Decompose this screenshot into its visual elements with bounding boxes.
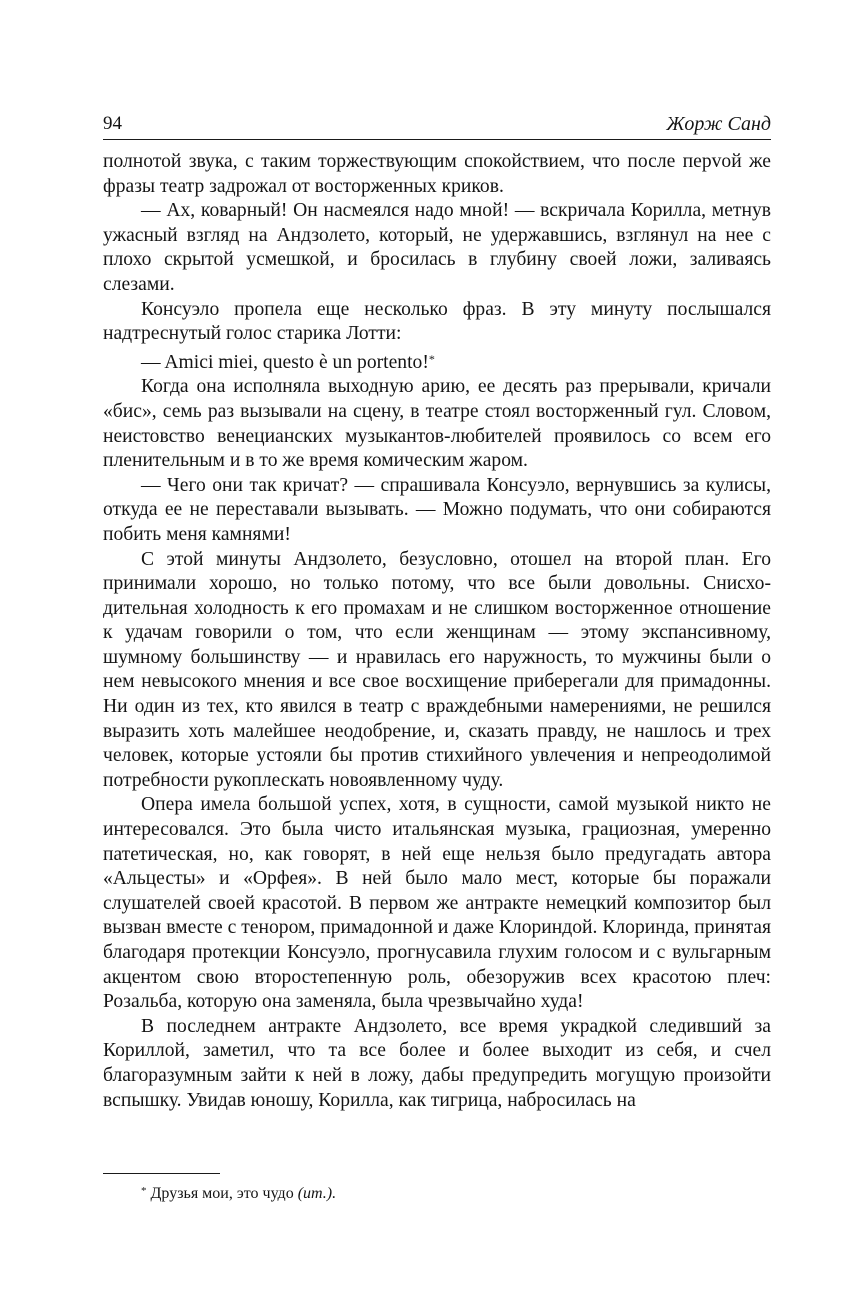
body-text — [103, 150, 771, 1113]
footnote-reference: * — [428, 351, 435, 366]
paragraph: полнотой звука, с таким торжествующим спокойствием, что после перvой же фразы театр задрожал от восторженных криков. — [103, 151, 771, 197]
page-number: 94 — [103, 113, 122, 134]
paragraph: С этой минуты Андзолето, безусловно, отошел на второй план. Его принимали хорошо, но только потому, что все были довольны. Снисходительная холодность к его промахам и не слишком восторженное отношение к удачам говорили о том, что если женщинам — этому экспансивному, шумному большинству — и нравилась его наружность, то мужчины были о нем невысокого мнения и все свое восхищение приберегали для примадонны. Ни один из тех, кто явился в театр с враждебными намерениями, не решился выразить хоть малейшее неодобрение, и, сказать правду, не нашлось и трех человек, которые устояли бы против стихийного увлечения и непреодолимой потребности рукоплескать новоявленному чуду. — [103, 548, 771, 791]
paragraph: Опера имела большой успех, хотя, в сущности, самой музыкой никто не интересовался. Это была чисто итальянская музыка, грациозная, умеренно патетическая, но, как говорят, в ней еще нельзя было предугадать автора «Альцесты» и «Орфея». В ней было мало мест, которые бы поражали слушателей своей красотой. В первом же антракте немецкий композитор был вызван вместе с тенором, примадонной и даже Клориндой. Клоринда, принятая благодаря протекции Консуэло, прогнусавила глухим голосом и с вульгарным акцентом свою второстепенную роль, обезоружив всех красотою плеч: Розальба, которую она заменяла, была чрезвычайно худа! — [103, 794, 771, 1013]
paragraph-with-footnote-ref — [103, 347, 771, 376]
footnote-text: Друзья мои, это чудо — [150, 1185, 294, 1202]
footnote-source-language: (ит.). — [297, 1185, 337, 1202]
footnote-marker: * — [141, 1185, 147, 1197]
paragraph: — Ах, коварный! Он насмеялся надо мной! — вскричала Корилла, метнув ужасный взгляд на Андзолето, который, не удержавшись, взглянул на нее с плохо скрытой усмешкой, и бросилась в глубину своей ложи, заливаясь слезами. — [103, 200, 771, 295]
running-author: Жорж Санд — [666, 113, 771, 135]
footnote — [141, 1180, 336, 1205]
paragraph: В последнем антракте Андзолето, все время украдкой следивший за Кориллой, заметил, что та все более и более выходит из себя, и счел благоразумным зайти к ней в ложу, дабы предупредить могущую произойти вспышку. Увидав юношу, Корилла, как тигрица, набросилась на — [103, 1015, 771, 1111]
running-header — [103, 111, 771, 140]
book-page — [103, 0, 771, 1311]
paragraph: Когда она исполняла выходную арию, ее десять раз прерывали, кричали «бис», семь раз вызывали на сцену, в театре стоял восторженный гул. Словом, неистовство венецианских музыкантов-любителей проявилось со всем его пленительным и в то же время комическим жаром. — [103, 376, 771, 472]
paragraph: — Чего они так кричат? — спрашивала Консуэло, вернувшись за кулисы, откуда ее не переставали вызывать. — Можно подумать, что они собираются побить меня камнями! — [103, 474, 771, 545]
quoted-speech: — Amici miei, questo è un portento! — [141, 351, 429, 373]
footnote-divider — [103, 1173, 220, 1174]
paragraph: Консуэло пропела еще несколько фраз. В эту минуту послышался надтреснутый голос старика Лотти: — [103, 298, 771, 345]
